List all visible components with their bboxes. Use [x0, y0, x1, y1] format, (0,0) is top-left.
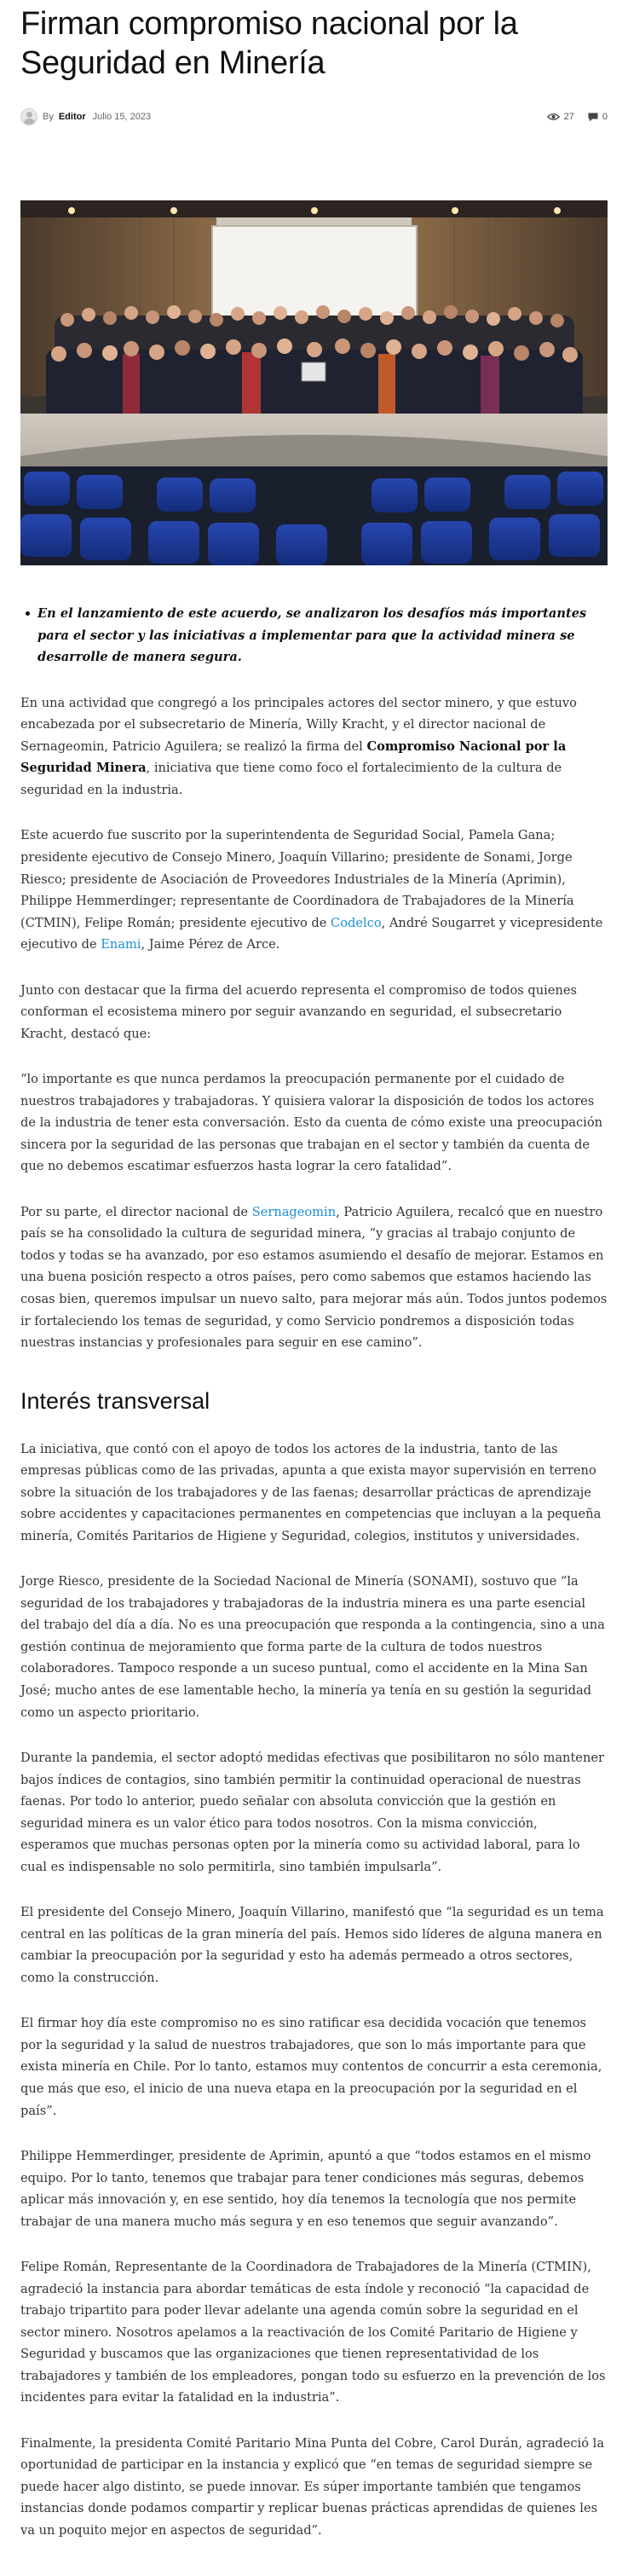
section-heading: Interés transversal	[20, 1387, 210, 1414]
article-stats	[547, 112, 608, 122]
paragraph: La iniciativa, que contó con el apoyo de todos los actores de la industria, tanto de las empresas públicas como de las privadas, apunta a que exista mayor supervisión en terreno sobre la situación de los trabajadores y de las faenas; desarrollar prácticas de aprendizaje sobre accidentes y capacitaciones permanentes en competencias que incluyan a la pequeña minería, Comités Paritarios de Higiene y Seguridad, colegios, institutos y universidades.	[20, 1441, 602, 1543]
article-title: Firman compromiso nacional por la Seguridad en Minería	[20, 6, 518, 81]
paragraph: Por su parte, el director nacional de Sernageomin, Patricio Aguilera, recalcó que en nuestro país se ha consolidado la cultura de seguridad minera, “y gracias al trabajo conjunto de todos y todas se ha avanzado, por eso estamos asumiendo el desafío de mejorar. Estamos en una buena posición respecto a otros países, pero como sabemos que estamos haciendo las cosas bien, queremos impulsar un nuevo salto, para mejorar más aún. Todos juntos podemos ir fortaleciendo los temas de seguridad, y como Servicio pondremos a disposición todas nuestras instancias y profesionales para seguir en ese camino”.	[20, 1204, 608, 1351]
article-meta	[20, 107, 608, 127]
paragraph: Felipe Román, Representante de la Coordinadora de Trabajadores de la Minería (CTMIN), agradeció la instancia para abordar temáticas de esta índole y reconoció “la capacidad de trabajo tripartito para poder llevar adelante una agenda común sobre la seguridad en el sector minero. Nosotros apelamos a la reactivación de los Comité Paritario de Higiene y Seguridad y buscamos que las organizaciones que tienen representatividad de los trabajadores y también de los empleadores, pongan todo su esfuerzo en la prevención de los incidentes para evitar la fatalidad en la industria”.	[20, 2260, 606, 2405]
comment-icon	[588, 113, 598, 122]
paragraph: En una actividad que congregó a los principales actores del sector minero, y que estuvo encabezada por el subsecretario de Minería, Willy Kracht, y el director nacional de Sernageomin, Patricio Aguilera; se realizó la firma del Compromiso Nacional por la Seguridad Minera, iniciativa que tiene como foco el fortalecimiento de la cultura de seguridad en la industria.	[20, 695, 577, 797]
paragraph: Este acuerdo fue suscrito por la superintendenta de Seguridad Social, Pamela Gana; presidente ejecutivo de Consejo Minero, Joaquín Villarino; presidente de Sonami, Jorge Riesco; presidente de Asociación de Proveedores Industriales de la Minería (Aprimin), Philippe Hemmerdinger; representante de Coordinadora de Trabajadores de la Minería (CTMIN), Felipe Román; presidente ejecutivo de Codelco, André Sougarret y vicepresidente ejecutivo de Enami, Jaime Pérez de Arce.	[20, 828, 603, 952]
codelco-link[interactable]: Codelco	[331, 915, 382, 930]
enami-link[interactable]: Enami	[101, 937, 141, 952]
sernageomin-link[interactable]: Sernageomin	[251, 1204, 337, 1219]
paragraph: Finalmente, la presidenta Comité Paritario Mina Punta del Cobre, Carol Durán, agradeció la oportunidad de participar en la instancia y explicó que “en temas de seguridad siempre se puede hacer algo distinto, se puede innovar. Es súper importante también que tengamos instancias donde podamos compartir y replicar buenas prácticas aprendidas de quienes les va un poquito mejor en aspectos de seguridad”.	[20, 2435, 605, 2538]
views-count	[547, 112, 574, 122]
paragraph: El firmar hoy día este compromiso no es sino ratificar esa decidida vocación que tenemos por la seguridad y la salud de nuestros trabajadores, que son lo más importante para que exista minería en Chile. Por lo tanto, estamos muy contentos de concurrir a esta ceremonia, que más que eso, el inicio de una nueva etapa en la preocupación por la seguridad en el país”.	[20, 2016, 602, 2118]
comments-count[interactable]	[588, 112, 608, 122]
publish-date: Julio 15, 2023	[92, 112, 152, 123]
author-info	[20, 108, 151, 125]
paragraph: Philippe Hemmerdinger, presidente de Aprimin, apuntó a que “todos estamos en el mismo equipo. Por lo tanto, tenemos que trabajar para tener condiciones más seguras, debemos aplicar más innovación y, en ese sentido, hoy día tenemos la tecnología que nos permite trabajar de una manera mucho más segura y en eso tenemos que seguir avanzando”.	[20, 2149, 591, 2229]
eye-icon	[547, 113, 560, 121]
quote-paragraph: “lo importante es que nunca perdamos la preocupación permanente por el cuidado de nuestros trabajadores y trabajadoras. Y quisiera valorar la disposición de todos los actores de la industria de tener esta conversación. Esto da cuenta de cómo existe una preocupación sincera por la seguridad de las personas que trabajan en el sector y también da cuenta de que no debemos escatimar esfuerzos hasta lograr la cero fatalidad”.	[20, 1072, 603, 1174]
article-highlights	[37, 603, 608, 669]
hero-image	[20, 200, 608, 565]
author-link[interactable]: Editor	[58, 112, 86, 123]
views-value: 27	[563, 112, 574, 123]
paragraph: Durante la pandemia, el sector adoptó medidas efectivas que posibilitaron no sólo mantener bajos índices de contagios, sino también permitir la continuidad operacional de nuestras faenas. Por todo lo anterior, puedo señalar con absoluta convicción que la gestión en seguridad minera es un valor ético para todos nosotros. Con la misma convicción, esperamos que muchas personas opten por la minería como su actividad laboral, para lo cual es indispensable no solo permitirla, sino también impulsarla”.	[20, 1751, 604, 1874]
by-label: By	[43, 112, 54, 123]
paragraph: Junto con destacar que la firma del acuerdo representa el compromiso de todos quienes conforman el ecosistema minero por seguir avanzando en seguridad, el subsecretario Kracht, destacó que:	[20, 982, 577, 1041]
highlight-item: En el lanzamiento de este acuerdo, se analizaron los desafíos más importantes para el sector y las iniciativas a implementar para que la actividad minera se desarrolle de manera segura.	[37, 603, 608, 669]
comments-value: 0	[602, 112, 608, 123]
paragraph: El presidente del Consejo Minero, Joaquín Villarino, manifestó que “la seguridad es un tema central en las políticas de la gran minería del país. Hemos sido líderes de alguna manera en cambiar la preocupación por la seguridad y esto ha además permeado a otros sectores, como la construcción.	[20, 1905, 604, 1985]
bold-text: Compromiso Nacional por la Seguridad Minera	[20, 738, 567, 776]
paragraph: Jorge Riesco, presidente de la Sociedad Nacional de Minería (SONAMI), sostuvo que “la seguridad de los trabajadores y trabajadoras de la industria minera es una parte esencial del trabajo del día a día. No es una preocupación que responda a la contingencia, sino a una gestión continua de mejoramiento que forma parte de la cultura de todos nuestros colaboradores. Tampoco responde a un suceso puntual, como el accidente en la Mina San José; mucho antes de ese lamentable hecho, la minería ya tenía en su gestión la seguridad como un aspecto prioritario.	[20, 1574, 605, 1720]
avatar[interactable]	[20, 108, 37, 125]
